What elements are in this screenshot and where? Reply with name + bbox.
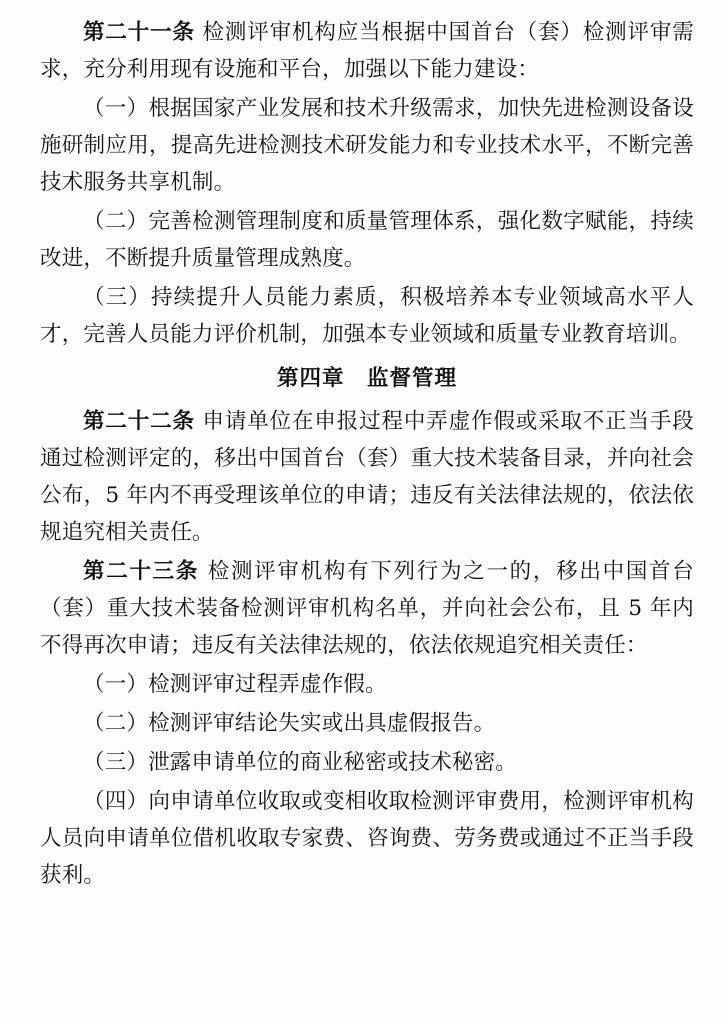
paragraph-article-23-item-3 <box>40 744 694 781</box>
article-label-21: 第二十一条 <box>83 20 195 45</box>
paragraph-article-23 <box>40 553 694 664</box>
chapter-heading-4: 第四章 监督管理 <box>276 366 457 391</box>
article-text-23: 检测评审机构有下列行为之一的，移出中国首台（套）重大技术装备检测评审机构名单，并向社会公布，且 5 年内不得再次申请；违反有关法律法规的，依法依规追究相关责任： <box>40 559 694 658</box>
paragraph-article-23-item-2 <box>40 705 694 742</box>
item-text-21-1: （一）根据国家产业发展和技术升级需求，加快先进检测设备设施研制应用，提高先进检测技术研发能力和专业技术水平，不断完善技术服务共享机制。 <box>40 96 694 195</box>
paragraph-article-21-item-3 <box>40 279 694 353</box>
paragraph-article-23-item-1 <box>40 666 694 703</box>
article-label-22: 第二十二条 <box>83 409 195 434</box>
item-text-23-2: （二）检测评审结论失实或出具虚假报告。 <box>83 711 496 736</box>
article-label-23: 第二十三条 <box>83 559 200 584</box>
item-text-21-2: （二）完善检测管理制度和质量管理体系，强化数字赋能，持续改进，不断提升质量管理成熟度。 <box>40 209 694 271</box>
paragraph-article-21-item-1 <box>40 90 694 201</box>
paragraph-article-23-item-4 <box>40 783 694 894</box>
item-text-23-1: （一）检测评审过程弄虚作假。 <box>83 672 387 697</box>
paragraph-article-22 <box>40 403 694 551</box>
paragraph-article-21-item-2 <box>40 203 694 277</box>
article-text-22: 申请单位在申报过程中弄虚作假或采取不正当手段通过检测评定的，移出中国首台（套）重大技术装备目录，并向社会公布，5 年内不再受理该单位的申请；违反有关法律法规的，依法依规追究相关责任。 <box>40 409 694 545</box>
paragraph-article-21 <box>40 14 694 88</box>
item-text-23-4: （四）向申请单位收取或变相收取检测评审费用，检测评审机构人员向申请单位借机收取专家费、咨询费、劳务费或通过不正当手段获利。 <box>40 789 694 888</box>
article-text-21: 检测评审机构应当根据中国首台（套）检测评审需求，充分利用现有设施和平台，加强以下能力建设： <box>40 20 694 82</box>
item-text-23-3: （三）泄露申请单位的商业秘密或技术秘密。 <box>83 750 518 775</box>
item-text-21-3: （三）持续提升人员能力素质，积极培养本专业领域高水平人才，完善人员能力评价机制，加强本专业领域和质量专业教育培训。 <box>40 285 694 347</box>
